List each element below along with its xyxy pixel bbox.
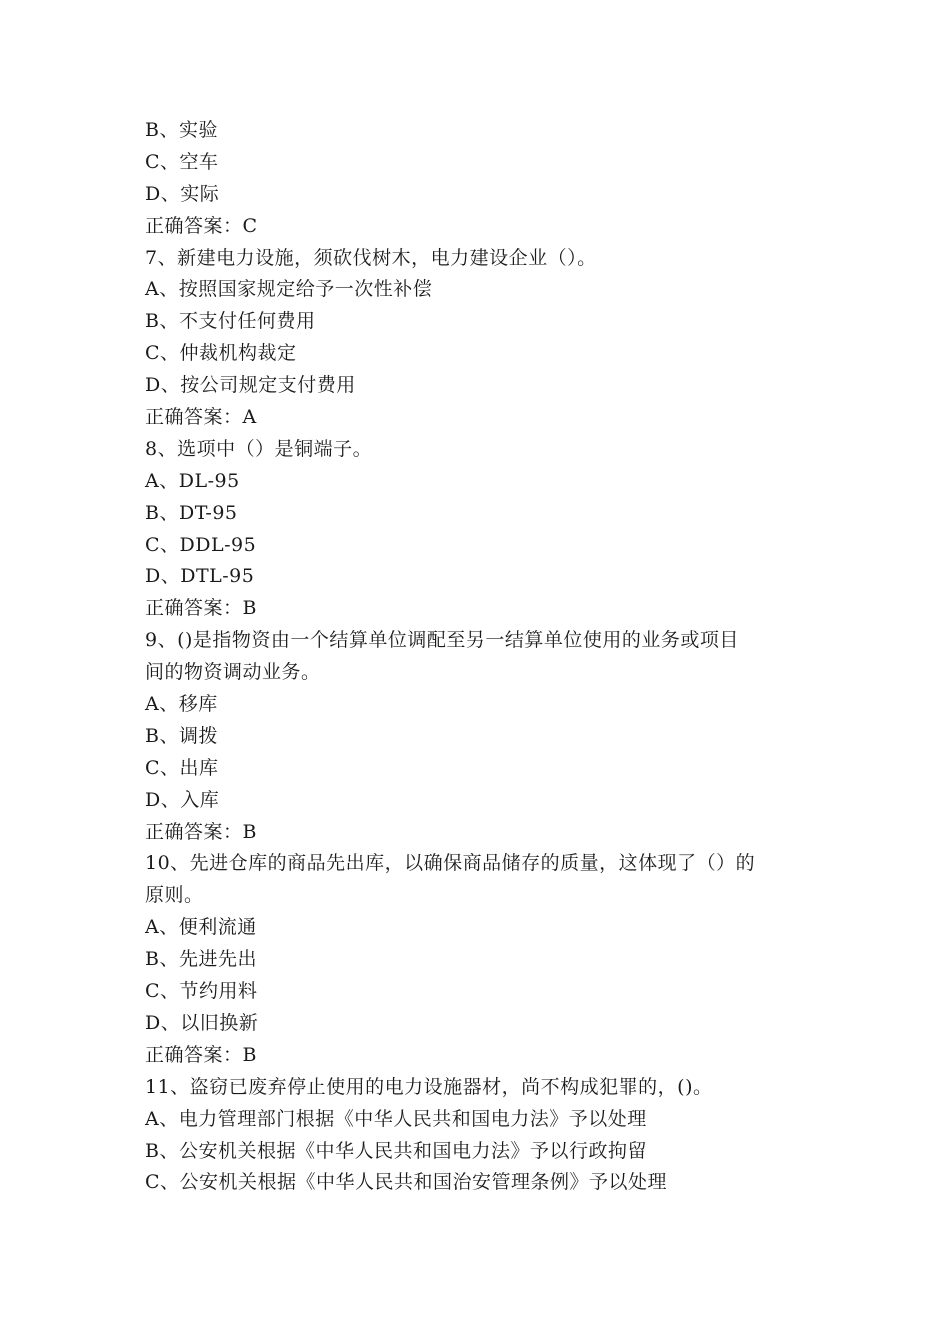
answer-q6: 正确答案：C [145, 214, 258, 237]
option-d-q8: D、DTL-95 [145, 565, 255, 588]
option-d-q7: D、按公司规定支付费用 [145, 374, 356, 397]
question-11: 11、盗窃已废弃停止使用的电力设施器材，尚不构成犯罪的，()。 [145, 1075, 713, 1098]
option-d-q6: D、实际 [145, 182, 220, 205]
question-9-line-1: 9、()是指物资由一个结算单位调配至另一结算单位使用的业务或项目 [145, 629, 739, 652]
option-c-q6: C、空车 [145, 150, 219, 173]
question-10-line-2: 原则。 [145, 884, 204, 907]
answer-q10: 正确答案：B [145, 1043, 257, 1066]
option-a-q11: A、电力管理部门根据《中华人民共和国电力法》予以处理 [145, 1107, 647, 1130]
question-10-line-1: 10、先进仓库的商品先出库，以确保商品储存的质量，这体现了（）的 [145, 852, 756, 875]
option-c-q10: C、节约用料 [145, 980, 258, 1003]
option-c-q7: C、仲裁机构裁定 [145, 342, 297, 365]
option-b-q9: B、调拨 [145, 724, 218, 747]
question-9-line-2: 间的物资调动业务。 [145, 661, 321, 684]
question-8: 8、选项中（）是铜端子。 [145, 437, 373, 460]
option-c-q9: C、出库 [145, 756, 219, 779]
option-c-q8: C、DDL-95 [145, 533, 257, 556]
option-d-q10: D、以旧换新 [145, 1011, 259, 1034]
answer-q7: 正确答案：A [145, 406, 257, 429]
option-b-q6: B、实验 [145, 119, 218, 141]
option-d-q9: D、入库 [145, 788, 220, 811]
option-a-q8: A、DL-95 [145, 469, 240, 492]
question-7: 7、新建电力设施，须砍伐树木，电力建设企业（）。 [145, 246, 597, 269]
option-a-q10: A、便利流通 [145, 916, 257, 939]
answer-q8: 正确答案：B [145, 597, 257, 620]
option-b-q11: B、公安机关根据《中华人民共和国电力法》予以行政拘留 [145, 1139, 647, 1162]
document-body [145, 115, 810, 1199]
option-a-q9: A、移库 [145, 693, 218, 716]
answer-q9: 正确答案：B [145, 820, 257, 843]
option-c-q11: C、公安机关根据《中华人民共和国治安管理条例》予以处理 [145, 1171, 668, 1194]
option-a-q7: A、按照国家规定给予一次性补偿 [145, 278, 433, 301]
option-b-q10: B、先进先出 [145, 948, 257, 971]
option-b-q7: B、不支付任何费用 [145, 310, 316, 333]
option-b-q8: B、DT-95 [145, 501, 238, 524]
